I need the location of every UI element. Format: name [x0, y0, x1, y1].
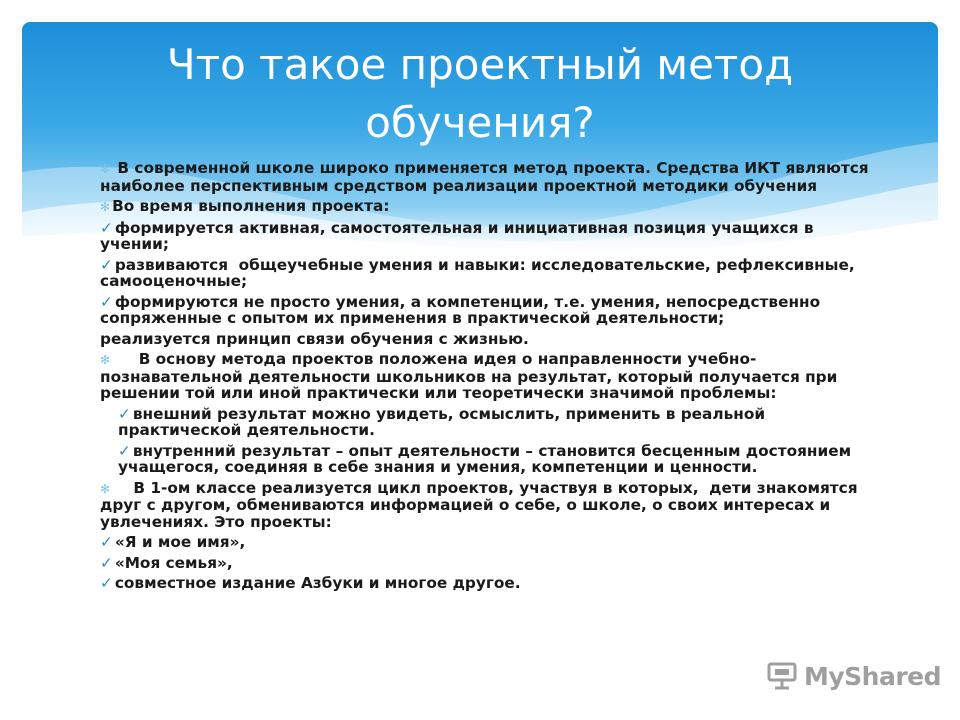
- paragraph-text: В основу метода проектов положена идея о направленности учебно-познавательной деятельности школьников на результат, который получается при решении той или иной практически или теоретически значимой проблемы:: [100, 350, 843, 402]
- watermark-text: MyShared: [804, 661, 942, 691]
- paragraph-text: «Я и мое имя»,: [114, 533, 246, 551]
- paragraph-text: «Моя семья»,: [114, 553, 233, 572]
- paragraph-text: внутренний результат – опыт деятельности – становится бесценным достоянием учащегося, соединяя в себе знания и умения, компетенции и ценности.: [118, 441, 857, 476]
- paragraph-text: В современной школе широко применяется метод проекта. Средства ИКТ являются наиболее перспективным средством реализации проектной методики обучения: [100, 159, 874, 195]
- bullet-check-icon: ✓: [100, 553, 113, 572]
- bullet-check-icon: ✓: [100, 255, 113, 274]
- paragraph-text: Во время выполнения проекта:: [112, 197, 390, 215]
- body-paragraph: [100, 443, 870, 476]
- body-paragraph: [100, 555, 870, 572]
- watermark: [766, 656, 941, 696]
- bullet-star-icon: ✻: [100, 162, 111, 176]
- bullet-check-icon: ✓: [100, 218, 113, 237]
- body-paragraph: [100, 331, 870, 348]
- paragraph-text: реализуется принцип связи обучения с жизнью.: [100, 329, 529, 348]
- paragraph-text: формируются не просто умения, а компетенции, т.е. умения, непосредственно сопряженные с опытом их применения в практической деятельности;: [100, 292, 826, 327]
- slide-body: [100, 159, 874, 596]
- body-paragraph: [100, 294, 870, 327]
- paragraph-text: развиваются общеучебные умения и навыки: исследовательские, рефлексивные, самооценочные;: [100, 255, 860, 290]
- bullet-check-icon: ✓: [118, 404, 131, 423]
- body-paragraph: [100, 159, 874, 195]
- bullet-check-icon: ✓: [100, 574, 113, 592]
- paragraph-text: внешний результат можно увидеть, осмыслить, применить в реальной практической деятельности.: [118, 404, 771, 439]
- paragraph-text: совместное издание Азбуки и многое другое.: [114, 574, 521, 592]
- body-paragraph: [100, 257, 870, 290]
- slide-title: Что такое проектный метод обучения?: [166, 40, 794, 147]
- body-paragraph: [100, 406, 870, 439]
- bullet-star-icon: ✻: [100, 481, 111, 496]
- bullet-check-icon: ✓: [118, 441, 131, 460]
- body-paragraph: [100, 575, 870, 592]
- presentation-icon: [766, 661, 798, 691]
- body-paragraph: [100, 480, 870, 531]
- body-paragraph: [100, 351, 870, 402]
- bullet-star-icon: ✻: [100, 353, 111, 367]
- paragraph-text: В 1-ом классе реализуется цикл проектов, участвуя в которых, дети знакомятся друг с другом, обмениваются информацией о себе, о школе, о своих интересах и увлечениях. Это проекты:: [100, 478, 863, 531]
- bullet-check-icon: ✓: [100, 533, 113, 551]
- bullet-check-icon: ✓: [100, 292, 113, 311]
- body-paragraph: [100, 220, 870, 253]
- body-paragraph: [100, 534, 870, 551]
- paragraph-text: формируется активная, самостоятельная и инициативная позиция учащихся в учении;: [100, 218, 819, 253]
- body-paragraph: [100, 198, 870, 216]
- bullet-star-icon: ✻: [100, 200, 111, 214]
